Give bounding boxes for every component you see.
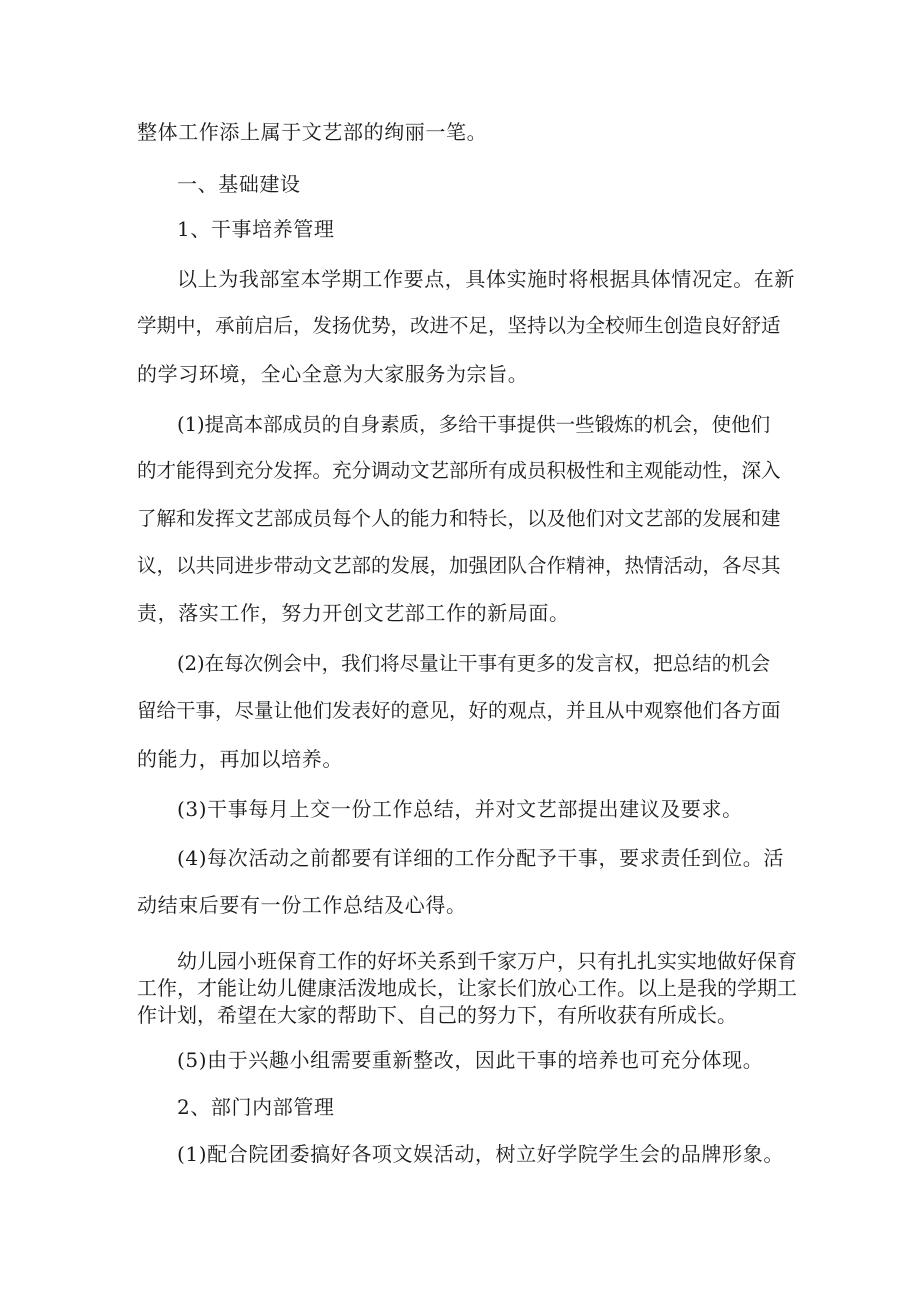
text-line: (1)配合院团委搞好各项文娱活动，树立好学院学生会的品牌形象。 [177,1142,784,1166]
text-line: (3)干事每月上交一份工作总结，并对文艺部提出建议及要求。 [177,797,743,821]
subsection-heading: 2、部门内部管理 [177,1095,335,1119]
text-line: 工作，才能让幼儿健康活泼地成长，让家长们放心工作。以上是我的学期工 [137,976,797,1000]
text-line: 幼儿园小班保育工作的好坏关系到千家万户，只有扎扎实实地做好保育 [177,949,797,973]
text-line: 以上为我部室本学期工作要点，具体实施时将根据具体情况定。在新 [177,267,795,291]
text-line: 议，以共同进步带动文艺部的发展，加强团队合作精神，热情活动，各尽其 [137,554,781,577]
text-line: (1)提高本部成员的自身素质，多给干事提供一些锻炼的机会，使他们 [177,413,771,436]
text-line: 的能力，再加以培养。 [137,747,343,771]
text-line: 了解和发挥文艺部成员每个人的能力和特长，以及他们对文艺部的发展和建 [137,507,781,530]
text-line: 责，落实工作，努力开创文艺部工作的新局面。 [137,601,570,625]
text-line: 动结束后要有一份工作总结及心得。 [137,893,467,917]
text-line: 整体工作添上属于文艺部的绚丽一笔。 [137,120,488,144]
text-line: (2)在每次例会中，我们将尽量让干事有更多的发言权，把总结的机会 [177,652,771,675]
text-line: 的才能得到充分发挥。充分调动文艺部所有成员积极性和主观能动性，深入 [137,459,781,482]
text-line: 作计划，希望在大家的帮助下、自己的努力下，有所收获有所成长。 [137,1003,737,1027]
text-line: (4)每次活动之前都要有详细的工作分配予干事，要求责任到位。活 [177,846,784,870]
section-heading: 一、基础建设 [177,172,301,196]
text-line: 留给干事，尽量让他们发表好的意见，好的观点，并且从中观察他们各方面 [137,699,781,722]
text-line: 学期中，承前启后，发扬优势，改进不足，坚持以为全校师生创造良好舒适 [137,314,781,337]
text-line: 的学习环境，全心全意为大家服务为宗旨。 [137,362,529,386]
text-line: (5)由于兴趣小组需要重新整改，因此干事的培养也可充分体现。 [177,1048,764,1072]
subsection-heading: 1、干事培养管理 [177,217,335,241]
